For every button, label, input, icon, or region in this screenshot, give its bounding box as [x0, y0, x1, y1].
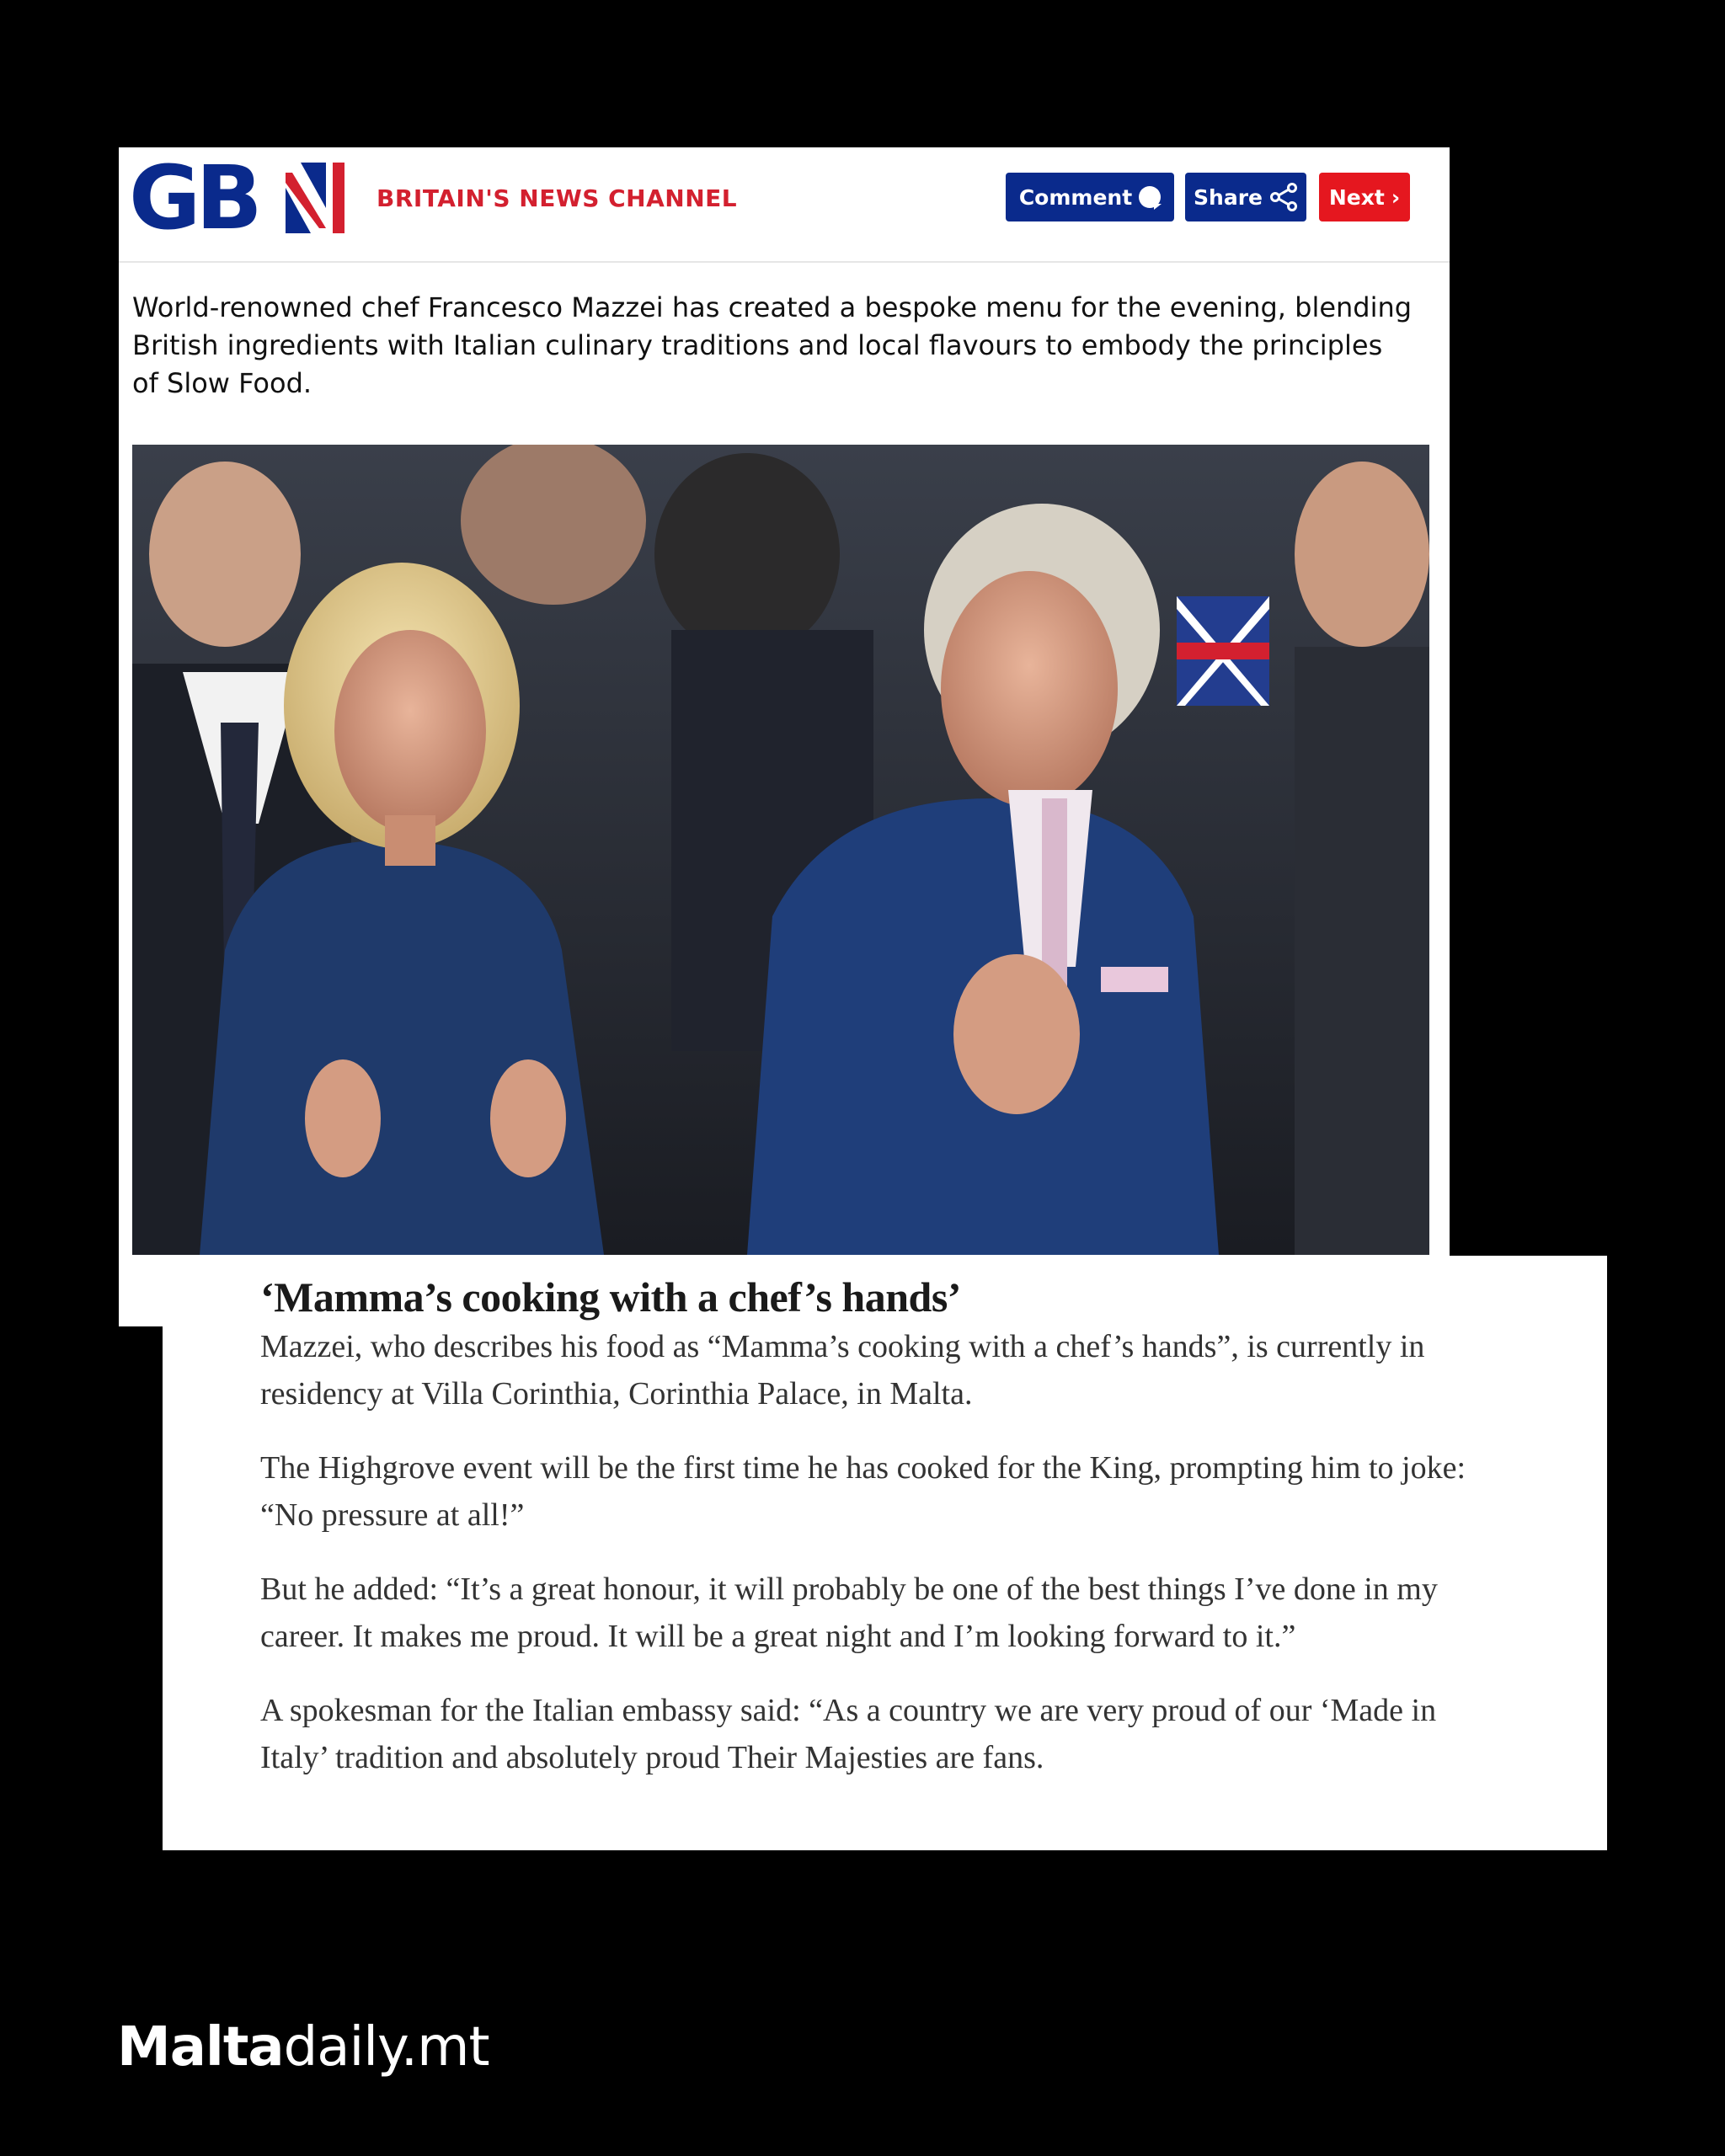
- share-button[interactable]: [1185, 173, 1306, 221]
- article-paragraph: But he added: “It’s a great honour, it will probably be one of the best things I’ve done in my career. It makes me proud. It will be a great night and I’m looking forward to it.”: [260, 1572, 1438, 1654]
- brand-regular: daily.mt: [283, 2016, 489, 2079]
- article-paragraph: The Highgrove event will be the first time he has cooked for the King, prompting him to joke: “No pressure at all!”: [260, 1450, 1466, 1533]
- gb-news-logo[interactable]: [129, 157, 358, 238]
- telegraph-article-card: [163, 1256, 1607, 1850]
- next-label: Next: [1328, 184, 1385, 210]
- article-subheading: ‘Mamma’s cooking with a chef’s hands’: [260, 1273, 961, 1321]
- comment-button[interactable]: [1006, 173, 1174, 221]
- union-flag-icon: [286, 163, 344, 233]
- royal-couple-photo: [132, 445, 1429, 1255]
- comment-bubble-icon: [1139, 186, 1161, 208]
- chevron-right-icon: ›: [1391, 184, 1401, 210]
- article-paragraph: A spokesman for the Italian embassy said: “As a country we are very proud of our ‘Made in Italy’ tradition and absolutely proud Their Majesties are fans.: [260, 1693, 1437, 1775]
- brand-bold: Malta: [117, 2016, 284, 2079]
- gb-header: [119, 147, 1450, 263]
- gb-tagline: BRITAIN'S NEWS CHANNEL: [377, 184, 738, 212]
- comment-label: Comment: [1018, 184, 1133, 210]
- next-button[interactable]: [1319, 173, 1410, 221]
- share-label: Share: [1194, 184, 1263, 210]
- share-icon: [1269, 183, 1298, 211]
- gb-logo-letters: GB: [129, 157, 258, 238]
- article-lead-text: World-renowned chef Francesco Mazzei has created a bespoke menu for the evening, blending British ingredients with Italian culinary traditions and local flavours to embody the principles of Slow Food.: [132, 291, 1413, 399]
- article-paragraph: Mazzei, who describes his food as “Mamma’s cooking with a chef’s hands”, is currently in residency at Villa Corinthia, Corinthia Palace, in Malta.: [260, 1329, 1425, 1412]
- maltadaily-brand: [117, 2016, 489, 2079]
- gb-news-card: [119, 147, 1450, 1326]
